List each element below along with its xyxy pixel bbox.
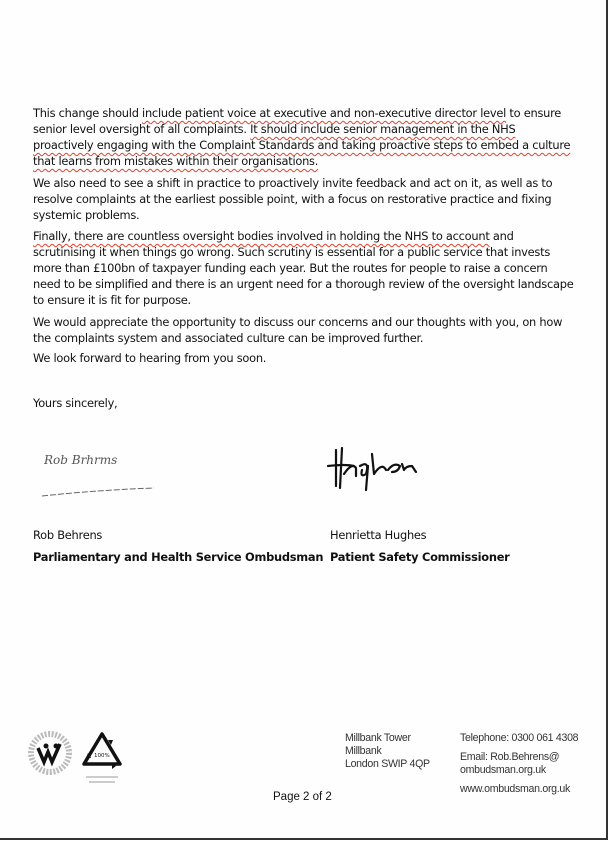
signatory-title: Parliamentary and Health Service Ombudsman	[33, 550, 324, 564]
email-line: ombudsman.org.uk	[460, 764, 546, 776]
address-block	[345, 732, 430, 771]
closing: Yours sincerely,	[33, 396, 118, 410]
telephone: Telephone: 0300 061 4308	[460, 732, 579, 744]
address-line: London SWIP 4QP	[345, 758, 430, 770]
text: This change should	[33, 106, 143, 120]
signatory-title: Patient Safety Commissioner	[330, 550, 510, 564]
website: www.ombudsman.org.uk	[460, 783, 570, 795]
address-line: Millbank	[345, 745, 382, 757]
signature-scribble-text: Rob Brhrms	[44, 453, 118, 467]
signature-rob-behrens	[38, 448, 163, 503]
recycled-logo	[80, 730, 124, 788]
paragraph-text: We also need to see a shift in practice to proactively invite feedback and act on it, as well as to resolve complaints at the earliest possible point, with a focus on restorative practice and fixing systemic problems.	[33, 176, 553, 222]
text: to ensure senior level oversight of all complaints.	[33, 106, 562, 136]
paragraph-oversight	[33, 105, 578, 169]
recycled-percent: 100%	[94, 753, 110, 759]
signatory-name: Rob Behrens	[33, 528, 103, 542]
paragraph-text: We look forward to hearing from you soon.	[33, 351, 267, 365]
grammar-flagged-text[interactable]: Finally, there are countless oversight bodies involved in holding the NHS to account	[33, 229, 490, 243]
paragraph-text: We would appreciate the opportunity to discuss our concerns and our thoughts with you, on how the complaints system and associated culture can be improved further.	[33, 315, 563, 345]
email-line: Email: Rob.Behrens@	[460, 751, 560, 763]
text: and scrutinising it when things go wrong. Such scrutiny is essential for a public service that invests more than £100bn of taxpayer funding each year. But the routes for people to raise a concern need to be simplified and there is an urgent need for a thorough review of the oversight landscape to ensure it is fit for purpose.	[33, 229, 574, 307]
paragraph-discuss	[33, 314, 578, 346]
signatory-name: Henrietta Hughes	[330, 528, 427, 542]
contact-block	[460, 732, 578, 796]
positive-about-disabled-people-logo	[26, 730, 76, 776]
page-number: Page 2 of 2	[273, 791, 332, 803]
signature-henrietta-hughes	[326, 444, 436, 494]
grammar-flagged-text[interactable]: It should include senior management in the NHS proactively engaging with the Complaint Standards and taking proactive steps to embed a culture that learns from mistakes within their organisations.	[33, 122, 571, 168]
paragraph-look-forward	[33, 350, 578, 366]
paragraph-oversight-bodies	[33, 228, 578, 308]
paragraph-shift-in-practice	[33, 175, 578, 223]
address-line: Millbank Tower	[345, 732, 411, 744]
grammar-flagged-text[interactable]: include patient voice at executive and non-executive director level	[142, 106, 507, 120]
